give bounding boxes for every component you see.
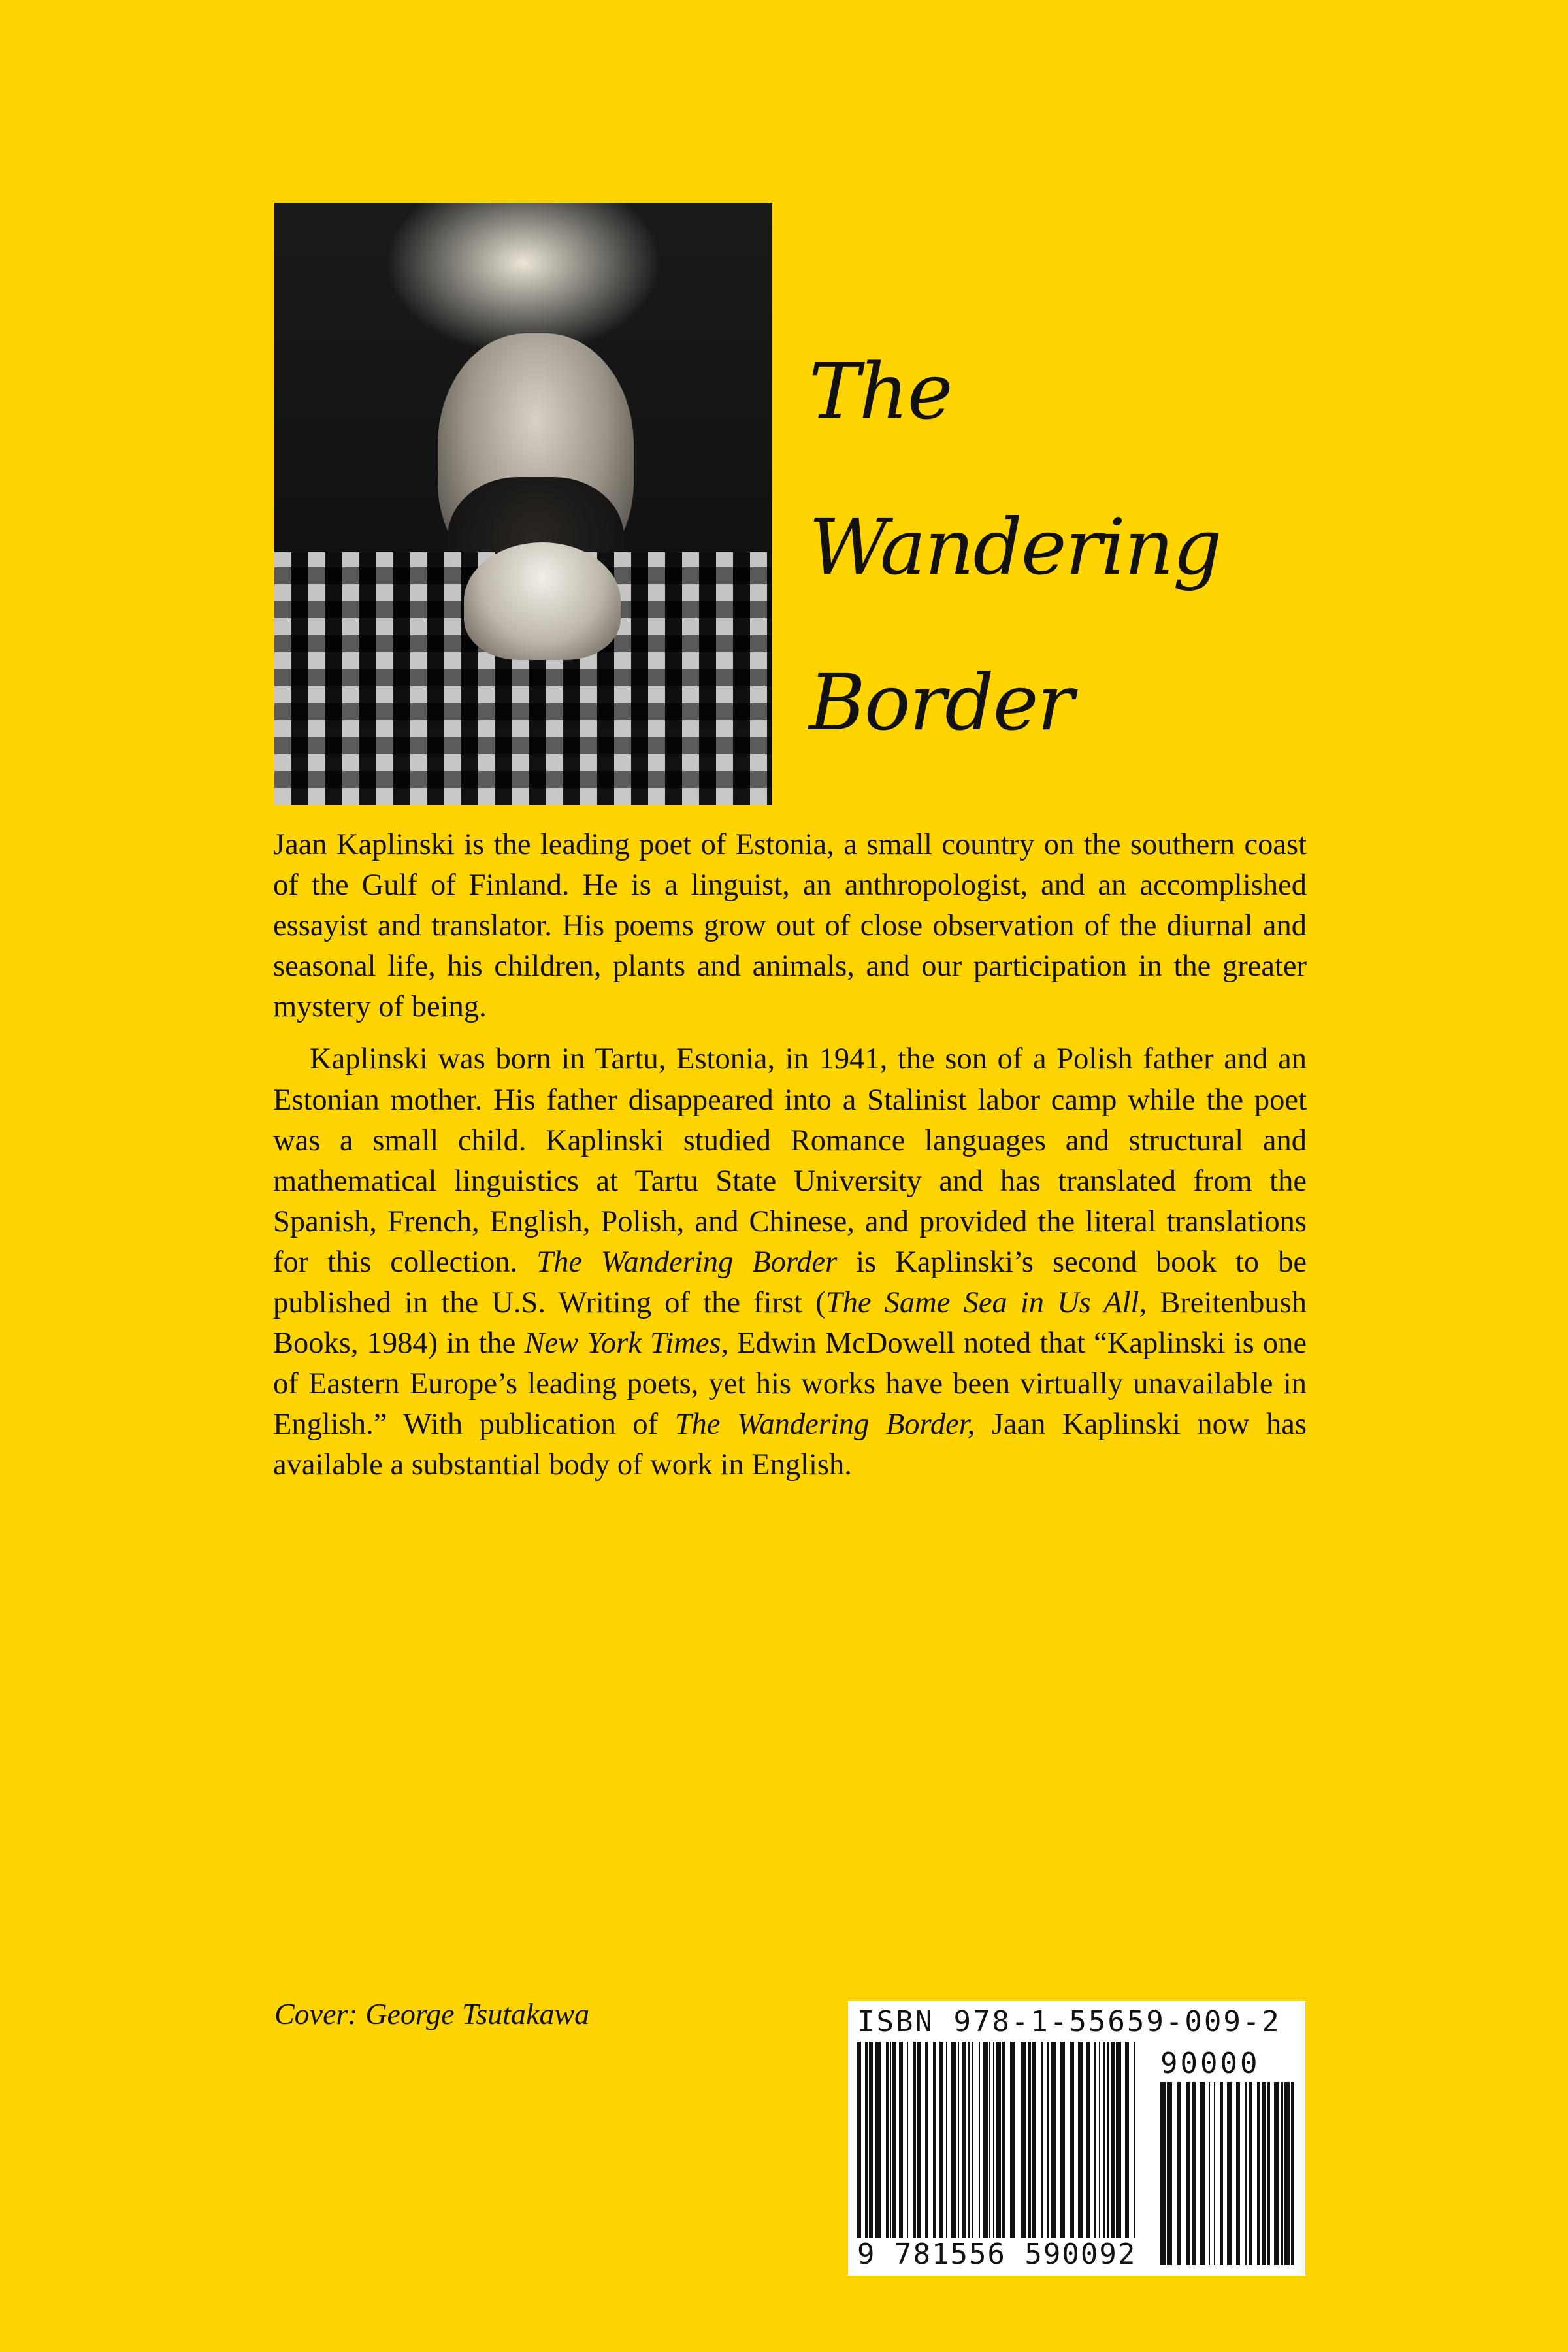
barcode-bar: [1021, 2042, 1026, 2238]
barcode-bar: [1192, 2082, 1196, 2265]
title-line-3: Border: [809, 657, 1073, 748]
barcode-bar: [1186, 2082, 1190, 2265]
barcode-bar: [869, 2042, 873, 2238]
barcode-bar: [968, 2042, 970, 2238]
author-photo: [274, 203, 772, 805]
barcode-bar: [875, 2042, 881, 2238]
barcode-bar: [892, 2042, 896, 2238]
barcode-bar: [1262, 2082, 1266, 2265]
barcode-bar: [1107, 2042, 1109, 2238]
barcode-bar: [951, 2042, 956, 2238]
title-line-1: The: [809, 346, 952, 437]
barcode-bar: [993, 2042, 994, 2238]
barcode-addon-bars: [1160, 2082, 1298, 2265]
barcode-bar: [979, 2042, 980, 2238]
isbn-text: ISBN 978-1-55659-009-2: [857, 2005, 1281, 2038]
barcode-bar: [1200, 2082, 1205, 2265]
barcode-bar: [1103, 2042, 1105, 2238]
barcode-bar: [1111, 2042, 1115, 2238]
barcode-bar: [1267, 2082, 1270, 2265]
p2-newspaper: New York Times,: [524, 1327, 729, 1361]
photo-clasped-hands: [464, 542, 621, 660]
barcode-bar: [1167, 2082, 1172, 2265]
barcode-bar: [962, 2042, 966, 2238]
barcode-bar: [983, 2042, 988, 2238]
p2-book-title-2: The Wandering Border,: [674, 1408, 975, 1442]
barcode: [848, 2001, 1305, 2276]
barcode-bar: [1028, 2042, 1031, 2238]
barcode-bar: [933, 2042, 936, 2238]
barcode-bar: [1002, 2042, 1005, 2238]
barcode-bar: [1041, 2042, 1043, 2238]
barcode-bar: [1099, 2042, 1100, 2238]
blurb-paragraph-2: [273, 1039, 1307, 1485]
barcode-bar: [907, 2042, 908, 2238]
p2-text-c: Breitenbush Books, 1984) in the: [273, 1286, 1307, 1361]
barcode-bar: [1160, 2082, 1166, 2265]
barcode-bar: [972, 2042, 973, 2238]
p2-text-b: is Kaplinski’s second book to be published in the U.S. Writing of the first (: [273, 1245, 1307, 1320]
barcode-bar: [1281, 2082, 1283, 2265]
barcode-bar: [890, 2042, 891, 2238]
barcode-bar: [899, 2042, 903, 2238]
barcode-bar: [1125, 2042, 1129, 2238]
barcode-bar: [989, 2042, 990, 2238]
barcode-bar: [946, 2042, 947, 2238]
p2-text-a: Kaplinski was born in Tartu, Estonia, in 1941, the son of a Polish father and an Estonian mother. His father disappeared into a Stalinist labor camp while the poet was a small child. Kaplinski studied Romance languages and structural and mathematical linguistics at Tartu State University and has translated from the Spanish, French, English, Polish, and Chinese, and provided the literal translations for this collection.: [273, 1042, 1307, 1279]
barcode-bar: [1116, 2042, 1121, 2238]
barcode-bar: [1284, 2082, 1290, 2265]
barcode-bar: [857, 2042, 861, 2238]
barcode-bar: [1236, 2082, 1240, 2265]
p2-text-e: Jaan Kaplinski now has available a substantial body of work in English.: [273, 1408, 1307, 1482]
barcode-bar: [1047, 2042, 1049, 2238]
barcode-bar: [1010, 2042, 1015, 2238]
barcode-bar: [865, 2042, 868, 2238]
barcode-bar: [1209, 2082, 1210, 2265]
title-line-2: Wandering: [809, 502, 1221, 592]
barcode-bar: [1094, 2042, 1096, 2238]
barcode-bar: [958, 2042, 959, 2238]
barcode-bar: [1032, 2042, 1036, 2238]
barcode-bar: [886, 2042, 889, 2238]
barcode-bar: [1249, 2082, 1252, 2265]
barcode-bar: [1291, 2082, 1294, 2265]
barcode-bar: [925, 2042, 928, 2238]
barcode-bar: [1060, 2042, 1065, 2238]
ean-digits: 9 781556 590092: [857, 2238, 1137, 2271]
barcode-bar: [1214, 2082, 1215, 2265]
book-title: [809, 314, 1220, 780]
blurb: [273, 825, 1307, 1486]
barcode-bar: [996, 2042, 1001, 2238]
barcode-bar: [1220, 2082, 1223, 2265]
barcode-bar: [1177, 2082, 1181, 2265]
cover-credit: Cover: George Tsutakawa: [274, 1997, 590, 2030]
barcode-bar: [917, 2042, 921, 2238]
p2-first-book-title: The Same Sea in Us All,: [825, 1286, 1147, 1320]
barcode-bar: [1070, 2042, 1074, 2238]
p2-book-title: The Wandering Border: [536, 1245, 838, 1279]
p2-text-d: Edwin McDowell noted that “Kaplinski is one of Eastern Europe’s leading poets, yet his works have been virtually unavailable in English.” With publication of: [273, 1327, 1307, 1442]
barcode-main-bars: [857, 2042, 1138, 2238]
barcode-bar: [939, 2042, 943, 2238]
barcode-bar: [1078, 2042, 1083, 2238]
barcode-bar: [1086, 2042, 1090, 2238]
addon-digits: 90000: [1160, 2047, 1260, 2080]
barcode-bar: [1134, 2042, 1135, 2238]
barcode-bar: [913, 2042, 916, 2238]
barcode-bar: [1227, 2082, 1232, 2265]
barcode-bar: [1051, 2042, 1056, 2238]
barcode-bar: [1245, 2082, 1247, 2265]
blurb-paragraph-1: Jaan Kaplinski is the leading poet of Estonia, a small country on the southern coast of the Gulf of Finland. He is a linguist, an anthropologist, and an accomplished essayist and translator. His poems grow out of close observation of the diurnal and seasonal life, his children, plants and animals, and our participation in the greater mystery of being.: [273, 828, 1307, 1024]
barcode-bar: [1274, 2082, 1279, 2265]
barcode-bar: [1257, 2082, 1260, 2265]
